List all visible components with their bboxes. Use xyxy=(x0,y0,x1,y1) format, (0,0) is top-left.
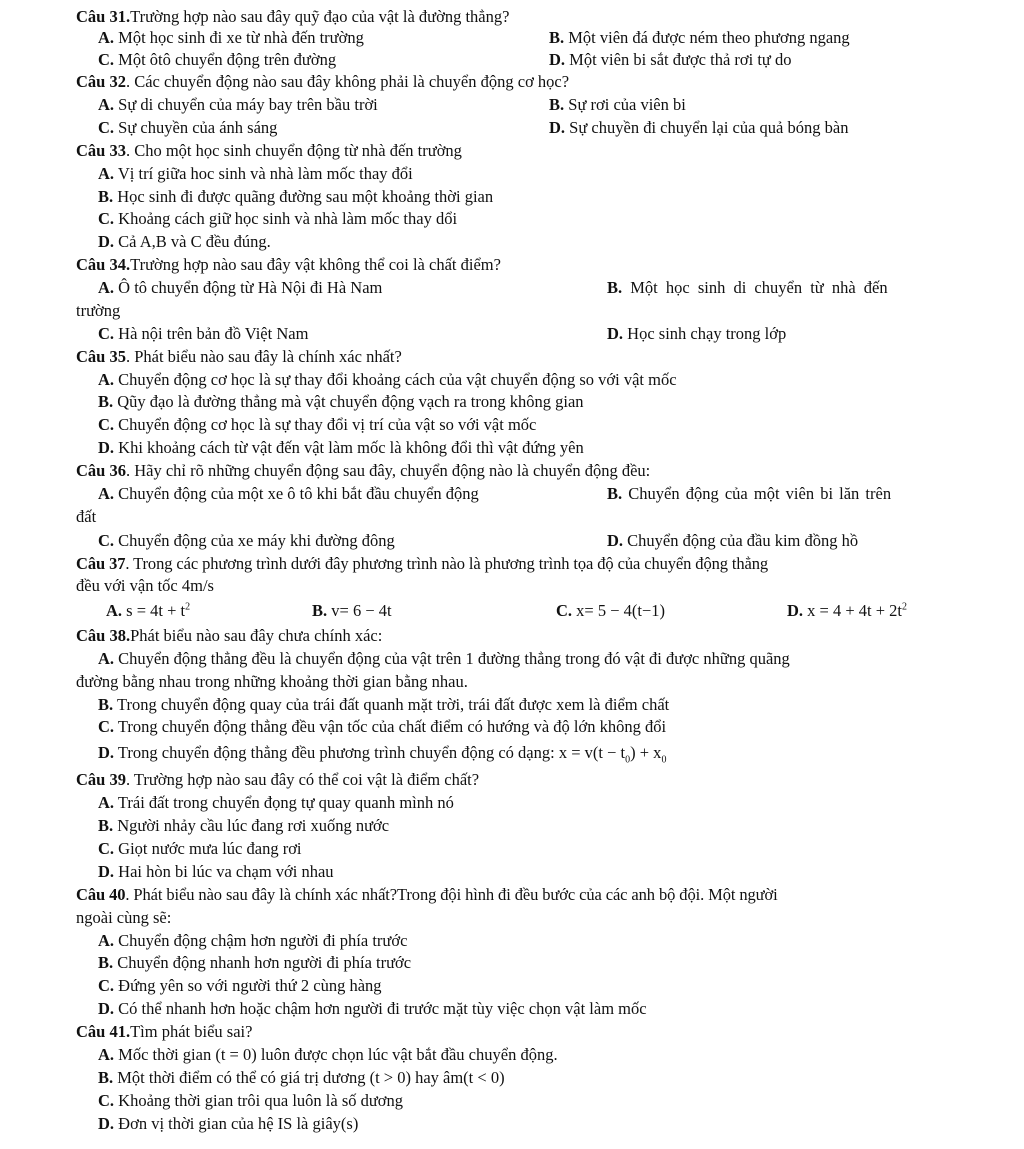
text-fragment: . Cho một học sinh chuyển động từ nhà đến trường xyxy=(125,141,462,160)
text-fragment: Trong chuyển động quay của trái đất quanh mặt trời, trái đất được xem là điểm chất xyxy=(116,695,670,714)
question-36 xyxy=(76,461,650,481)
text-fragment: A. xyxy=(98,649,115,668)
text-fragment: B. xyxy=(98,187,114,206)
text-fragment: Trái đất trong chuyển đọng tự quay quanh mình nó xyxy=(117,793,454,812)
text-fragment: Câu 41. xyxy=(76,1022,131,1041)
text-fragment: Sự chuyền của ánh sáng xyxy=(118,118,278,137)
text-fragment: Ô tô chuyển động từ Hà Nội đi Hà Nam xyxy=(118,278,383,297)
q38-option-a-continued xyxy=(76,672,468,692)
q33-option-d xyxy=(98,232,271,252)
question-32 xyxy=(76,72,569,92)
text-fragment: B. xyxy=(549,95,565,114)
text-fragment: Một ôtô chuyển động trên đường xyxy=(118,50,337,69)
q39-option-a xyxy=(98,793,454,813)
text-fragment: B. xyxy=(607,484,623,503)
text-fragment: A. xyxy=(98,370,115,389)
text-fragment: Câu 33 xyxy=(76,141,126,160)
q36-option-d xyxy=(607,531,858,551)
text-fragment: C. xyxy=(98,1091,115,1110)
text-fragment: D. xyxy=(607,531,624,550)
text-fragment: A. xyxy=(98,484,115,503)
text-fragment: A. xyxy=(98,793,115,812)
text-fragment: Một viên đá được ném theo phương ngang xyxy=(568,28,850,47)
text-fragment: Có thể nhanh hơn hoặc chậm hơn người đi trước mặt tùy việc chọn vật làm mốc xyxy=(118,999,647,1018)
text-fragment: x= 5 − 4(t−1) xyxy=(576,601,666,620)
text-fragment: Trường hợp nào sau đây vật không thể coi là chất điểm? xyxy=(130,255,501,274)
text-fragment: C. xyxy=(98,118,115,137)
text-fragment: Câu 35 xyxy=(76,347,126,366)
q39-option-c xyxy=(98,839,302,859)
text-fragment: Một học sinh đi xe từ nhà đến trường xyxy=(118,28,364,47)
text-fragment: Hai hòn bi lúc va chạm với nhau xyxy=(118,862,334,881)
q40-option-c xyxy=(98,976,382,996)
text-fragment: Câu 34. xyxy=(76,255,131,274)
text-fragment: B. xyxy=(312,601,328,620)
question-41 xyxy=(76,1022,252,1042)
text-fragment: s = 4t + t xyxy=(126,601,186,620)
text-fragment: A. xyxy=(98,1045,115,1064)
q37-option-b xyxy=(312,601,392,621)
text-fragment: . Trường hợp nào sau đây có thể coi vật là điểm chất? xyxy=(125,770,480,789)
text-fragment: D. xyxy=(98,232,115,251)
q37-option-d xyxy=(787,601,907,621)
q40-option-b xyxy=(98,953,411,973)
q37-option-a xyxy=(106,601,190,621)
question-40 xyxy=(76,885,778,905)
text-fragment: Câu 36 xyxy=(76,461,126,480)
text-fragment: Khoảng thời gian trôi qua luôn là số dương xyxy=(118,1091,404,1110)
math-script: 2 xyxy=(185,601,191,613)
q40-option-d xyxy=(98,999,647,1019)
q34-option-d xyxy=(607,324,786,344)
text-fragment: B. xyxy=(549,28,565,47)
text-fragment: Vị trí giữa hoc sinh và nhà làm mốc thay đổi xyxy=(117,164,413,183)
text-fragment: Câu 39 xyxy=(76,770,126,789)
text-fragment: Chuyển động của một xe ô tô khi bắt đầu chuyển động xyxy=(118,484,479,503)
text-fragment: Đứng yên so với người thứ 2 cùng hàng xyxy=(118,976,382,995)
q35-option-c xyxy=(98,415,536,435)
text-fragment: A. xyxy=(98,931,115,950)
text-fragment: Chuyển động của đầu kim đồng hồ xyxy=(627,531,859,550)
text-fragment: Câu 32 xyxy=(76,72,126,91)
text-fragment: B. xyxy=(98,392,114,411)
q37-option-c xyxy=(556,601,665,621)
text-fragment: B. xyxy=(98,953,114,972)
text-fragment: đất xyxy=(76,507,97,526)
text-fragment: C. xyxy=(556,601,573,620)
text-fragment: Chuyển động thẳng đều là chuyển động của vật trên 1 đường thẳng trong đó vật đi được những quãng xyxy=(118,649,790,668)
text-fragment: Câu 38. xyxy=(76,626,131,645)
text-fragment: Phát biểu nào sau đây chưa chính xác: xyxy=(130,626,383,645)
q38-option-c xyxy=(98,717,666,737)
text-fragment: Chuyển động cơ học là sự thay đổi khoảng cách của vật chuyển động so với vật mốc xyxy=(118,370,677,389)
text-fragment: Một viên bi sắt được thả rơi tự do xyxy=(569,50,792,69)
text-fragment: C. xyxy=(98,531,115,550)
text-fragment: C. xyxy=(98,50,115,69)
text-fragment: Khi khoảng cách từ vật đến vật làm mốc là không đổi thì vật đứng yên xyxy=(118,438,584,457)
q32-option-d xyxy=(549,118,848,138)
q38-option-a xyxy=(98,649,790,669)
text-fragment: đường bằng nhau trong những khoảng thời gian bằng nhau. xyxy=(76,672,468,691)
text-fragment: Cả A,B và C đều đúng. xyxy=(118,232,271,251)
text-fragment: Câu 37 xyxy=(76,554,126,573)
q32-option-b xyxy=(549,95,686,115)
text-fragment: đều với vận tốc 4m/s xyxy=(76,576,214,595)
question-38 xyxy=(76,626,382,646)
text-fragment: Câu 40 xyxy=(76,885,126,904)
text-fragment: Sự chuyền đi chuyển lại của quả bóng bàn xyxy=(569,118,849,137)
text-fragment: D. xyxy=(98,999,115,1018)
text-fragment: Trường hợp nào sau đây quỹ đạo của vật là đường thẳng? xyxy=(130,7,510,26)
text-fragment: Chuyển động nhanh hơn người đi phía trước xyxy=(117,953,412,972)
text-fragment: . Các chuyển động nào sau đây không phải là chuyển động cơ học? xyxy=(125,72,570,91)
math-script: 0 xyxy=(625,754,631,766)
text-fragment: Học sinh đi được quãng đường sau một khoảng thời gian xyxy=(117,187,494,206)
q41-option-c xyxy=(98,1091,403,1111)
text-fragment: Trong chuyển động thẳng đều vận tốc của chất điểm có hướng và độ lớn không đổi xyxy=(117,717,667,736)
question-33 xyxy=(76,141,462,161)
text-fragment: Người nhảy cầu lúc đang rơi xuống nước xyxy=(117,816,390,835)
text-fragment: . Hãy chỉ rõ những chuyển động sau đây, chuyển động nào là chuyển động đều: xyxy=(125,461,651,480)
text-fragment: C. xyxy=(98,839,115,858)
text-fragment: Trong chuyển động thẳng đều phương trình chuyển động có dạng: xyxy=(117,743,555,762)
q34-option-c xyxy=(98,324,308,344)
question-37 xyxy=(76,554,768,574)
text-fragment: Chuyển động của xe máy khi đường đông xyxy=(118,531,395,550)
text-fragment: A. xyxy=(106,601,123,620)
q34-option-b-continued xyxy=(76,301,120,321)
q31-option-b xyxy=(549,28,850,48)
text-fragment: Hà nội trên bản đồ Việt Nam xyxy=(118,324,309,343)
text-fragment: D. xyxy=(549,118,566,137)
text-fragment: Chuyển động chậm hơn người đi phía trước xyxy=(118,931,408,950)
q33-option-a xyxy=(98,164,413,184)
text-fragment: C. xyxy=(98,209,115,228)
text-fragment: ngoài cùng sẽ: xyxy=(76,908,172,927)
text-fragment: C. xyxy=(98,415,115,434)
q31-option-a xyxy=(98,28,364,48)
text-fragment: x = v(t − t xyxy=(558,743,626,762)
text-fragment: A. xyxy=(98,164,115,183)
text-fragment: Qũy đạo là đường thẳng mà vật chuyển động vạch ra trong không gian xyxy=(117,392,584,411)
q34-option-b xyxy=(607,278,888,298)
question-40-continued xyxy=(76,908,171,928)
q41-option-b xyxy=(98,1068,505,1088)
text-fragment: B. xyxy=(98,816,114,835)
q39-option-b xyxy=(98,816,389,836)
text-fragment: D. xyxy=(98,438,115,457)
q36-option-b xyxy=(607,484,891,504)
q41-option-a xyxy=(98,1045,558,1065)
text-fragment: Sự rơi của viên bi xyxy=(568,95,686,114)
math-script: 2 xyxy=(902,601,908,613)
q39-option-d xyxy=(98,862,334,882)
q36-option-b-continued xyxy=(76,507,96,527)
text-fragment: D. xyxy=(98,743,115,762)
q35-option-a xyxy=(98,370,677,390)
question-31 xyxy=(76,7,509,27)
text-fragment: B. xyxy=(98,695,114,714)
text-fragment: A. xyxy=(98,95,115,114)
question-39 xyxy=(76,770,479,790)
text-fragment: Một học sinh di chuyển từ nhà đến xyxy=(630,278,888,297)
text-fragment: Học sinh chạy trong lớp xyxy=(627,324,787,343)
q32-option-a xyxy=(98,95,378,115)
text-fragment: Đơn vị thời gian của hệ IS là giây(s) xyxy=(118,1114,359,1133)
text-fragment: D. xyxy=(98,1114,115,1133)
text-fragment: . Trong các phương trình dưới đây phương trình nào là phương trình tọa độ của chuyển động thẳng xyxy=(125,554,769,573)
q34-option-a xyxy=(98,278,382,298)
text-fragment: C. xyxy=(98,976,115,995)
text-fragment: D. xyxy=(98,862,115,881)
question-37-continued xyxy=(76,576,214,596)
q36-option-a xyxy=(98,484,479,504)
text-fragment: D. xyxy=(549,50,566,69)
q41-option-d xyxy=(98,1114,358,1134)
q33-option-b xyxy=(98,187,493,207)
q35-option-b xyxy=(98,392,584,412)
text-fragment: trường xyxy=(76,301,121,320)
text-fragment: Chuyển động cơ học là sự thay đổi vị trí của vật so với vật mốc xyxy=(118,415,537,434)
text-fragment: B. xyxy=(98,1068,114,1087)
q40-option-a xyxy=(98,931,407,951)
text-fragment: Giọt nước mưa lúc đang rơi xyxy=(118,839,302,858)
text-fragment: B. xyxy=(607,278,623,297)
text-fragment: Sự di chuyển của máy bay trên bầu trời xyxy=(118,95,378,114)
text-fragment: v= 6 − 4t xyxy=(331,601,392,620)
math-script: 0 xyxy=(661,754,667,766)
q35-option-d xyxy=(98,438,584,458)
q36-option-c xyxy=(98,531,395,551)
text-fragment: D. xyxy=(787,601,804,620)
text-fragment: Khoảng cách giữ học sinh và nhà làm mốc thay dổi xyxy=(118,209,458,228)
text-fragment: Mốc thời gian (t = 0) luôn được chọn lúc vật bắt đầu chuyển động. xyxy=(118,1045,558,1064)
text-fragment: Một thời điểm có thể có giá trị dương (t > 0) hay âm(t < 0) xyxy=(117,1068,505,1087)
q32-option-c xyxy=(98,118,277,138)
text-fragment: C. xyxy=(98,324,115,343)
text-fragment: D. xyxy=(607,324,624,343)
text-fragment: x = 4 + 4t + 2t xyxy=(807,601,903,620)
text-fragment: Tìm phát biểu sai? xyxy=(130,1022,253,1041)
text-fragment: Chuyển động của một viên bi lăn trên xyxy=(628,484,892,503)
text-fragment: Câu 31. xyxy=(76,7,131,26)
question-34 xyxy=(76,255,501,275)
text-fragment: ) + x xyxy=(630,743,662,762)
q33-option-c xyxy=(98,209,457,229)
question-35 xyxy=(76,347,402,367)
q38-option-d xyxy=(98,743,667,766)
text-fragment: . Phát biểu nào sau đây là chính xác nhất?Trong đội hình đi đều bước của các anh bộ đội. Một người xyxy=(125,885,778,904)
text-fragment: . Phát biểu nào sau đây là chính xác nhất? xyxy=(125,347,402,366)
q31-option-c xyxy=(98,50,336,70)
q38-option-b xyxy=(98,695,669,715)
text-fragment: A. xyxy=(98,28,115,47)
text-fragment: A. xyxy=(98,278,115,297)
text-fragment: C. xyxy=(98,717,115,736)
q31-option-d xyxy=(549,50,791,70)
